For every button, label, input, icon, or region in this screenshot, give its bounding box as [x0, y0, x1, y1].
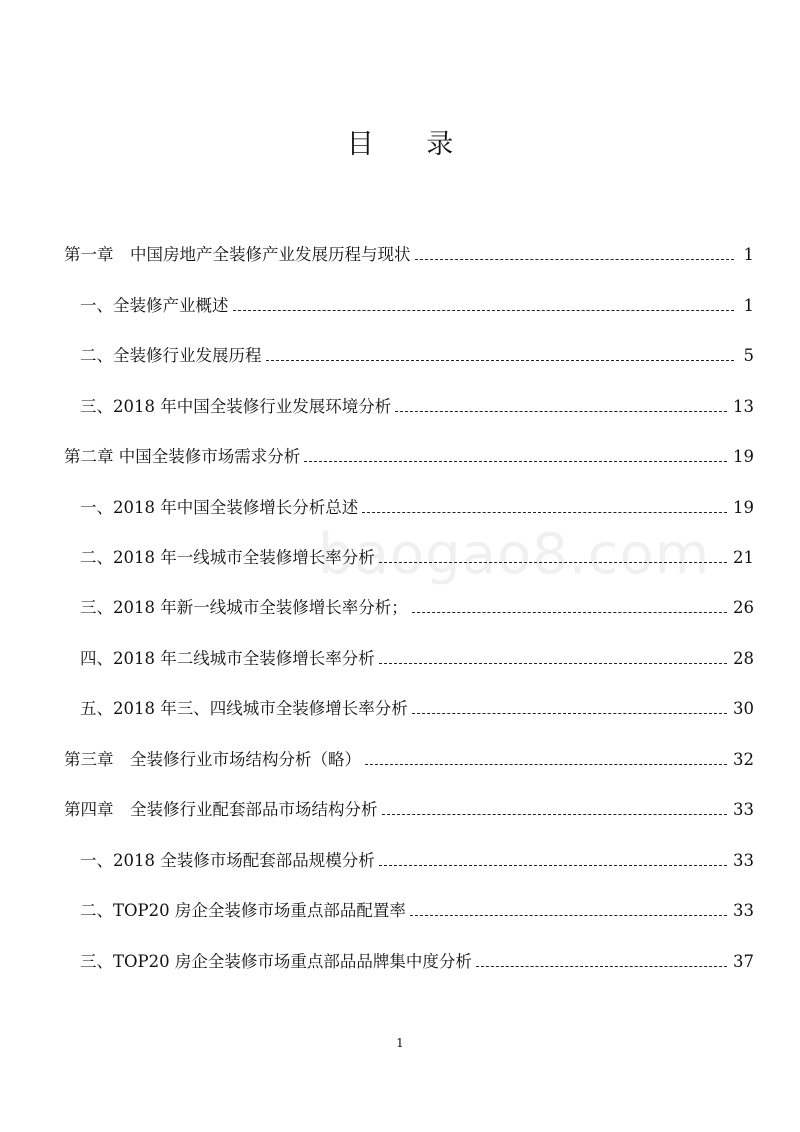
- toc-label: 二、全装修行业发展历程: [80, 346, 262, 365]
- toc-page-number: 28: [733, 649, 754, 668]
- toc-leader: [412, 612, 727, 613]
- toc-page-number: 32: [733, 750, 754, 769]
- toc-label: 二、TOP20 房企全装修市场重点部品配置率: [80, 901, 406, 920]
- toc-page-number: 33: [733, 800, 754, 819]
- toc-label: 一、2018 年中国全装修增长分析总述: [80, 498, 359, 517]
- toc-page-number: 13: [733, 397, 754, 416]
- page-title: 目 录: [346, 129, 476, 160]
- toc-leader: [365, 764, 727, 765]
- toc-label: 第三章 全装修行业市场结构分析（略）: [64, 750, 361, 769]
- toc-leader: [410, 915, 727, 916]
- toc-chapter-1[interactable]: [64, 236, 754, 266]
- toc-section-2-2[interactable]: [80, 539, 754, 569]
- toc-leader: [304, 461, 727, 462]
- toc-page-number: 19: [733, 498, 754, 517]
- toc-page-number: 33: [733, 901, 754, 920]
- toc-label: 三、2018 年新一线城市全装修增长率分析；: [80, 598, 408, 617]
- toc-section-4-3[interactable]: [80, 943, 754, 973]
- toc-label: 三、2018 年中国全装修行业发展环境分析: [80, 397, 392, 416]
- toc-label: 三、TOP20 房企全装修市场重点部品品牌集中度分析: [80, 952, 472, 971]
- page-number: 1: [396, 1036, 404, 1050]
- toc-page-number: 1: [743, 245, 754, 264]
- toc-page-number: 33: [733, 851, 754, 870]
- toc-label: 第四章 全装修行业配套部品市场结构分析: [64, 800, 378, 819]
- toc-leader: [476, 966, 727, 967]
- toc-section-2-3[interactable]: [80, 589, 754, 619]
- toc-label: 五、2018 年三、四线城市全装修增长率分析: [80, 699, 408, 718]
- toc-section-1-3[interactable]: [80, 388, 754, 418]
- toc-section-1-2[interactable]: [80, 337, 754, 367]
- toc-page-number: 30: [733, 699, 754, 718]
- toc-chapter-3[interactable]: [64, 741, 754, 771]
- toc-leader: [379, 562, 727, 563]
- toc-page-number: 37: [733, 952, 754, 971]
- toc-page-number: 26: [733, 598, 754, 617]
- toc-section-2-1[interactable]: [80, 489, 754, 519]
- toc-leader: [266, 360, 735, 361]
- toc-chapter-2[interactable]: [64, 438, 754, 468]
- toc-section-2-4[interactable]: [80, 640, 754, 670]
- toc-section-1-1[interactable]: [80, 287, 754, 317]
- toc-page-number: 1: [743, 296, 754, 315]
- toc-section-4-1[interactable]: [80, 842, 754, 872]
- toc-leader: [412, 713, 727, 714]
- toc-section-4-2[interactable]: [80, 892, 754, 922]
- toc-leader: [379, 663, 727, 664]
- toc-label: 二、2018 年一线城市全装修增长率分析: [80, 548, 375, 567]
- toc-label: 一、全装修产业概述: [80, 296, 229, 315]
- toc-leader: [379, 865, 727, 866]
- toc-leader: [395, 411, 727, 412]
- toc-page-number: 5: [743, 346, 754, 365]
- toc-page-number: 21: [733, 548, 754, 567]
- toc-leader: [415, 259, 735, 260]
- toc-leader: [233, 310, 735, 311]
- watermark: baogao8.com: [318, 522, 711, 587]
- toc-section-2-5[interactable]: [80, 690, 754, 720]
- toc-label: 四、2018 年二线城市全装修增长率分析: [80, 649, 375, 668]
- toc-page-number: 19: [733, 447, 754, 466]
- toc-label: 第一章 中国房地产全装修产业发展历程与现状: [64, 245, 411, 264]
- toc-chapter-4[interactable]: [64, 791, 754, 821]
- toc-label: 一、2018 全装修市场配套部品规模分析: [80, 851, 375, 870]
- toc-label: 第二章 中国全装修市场需求分析: [64, 447, 301, 466]
- toc-leader: [382, 814, 728, 815]
- toc-leader: [362, 512, 727, 513]
